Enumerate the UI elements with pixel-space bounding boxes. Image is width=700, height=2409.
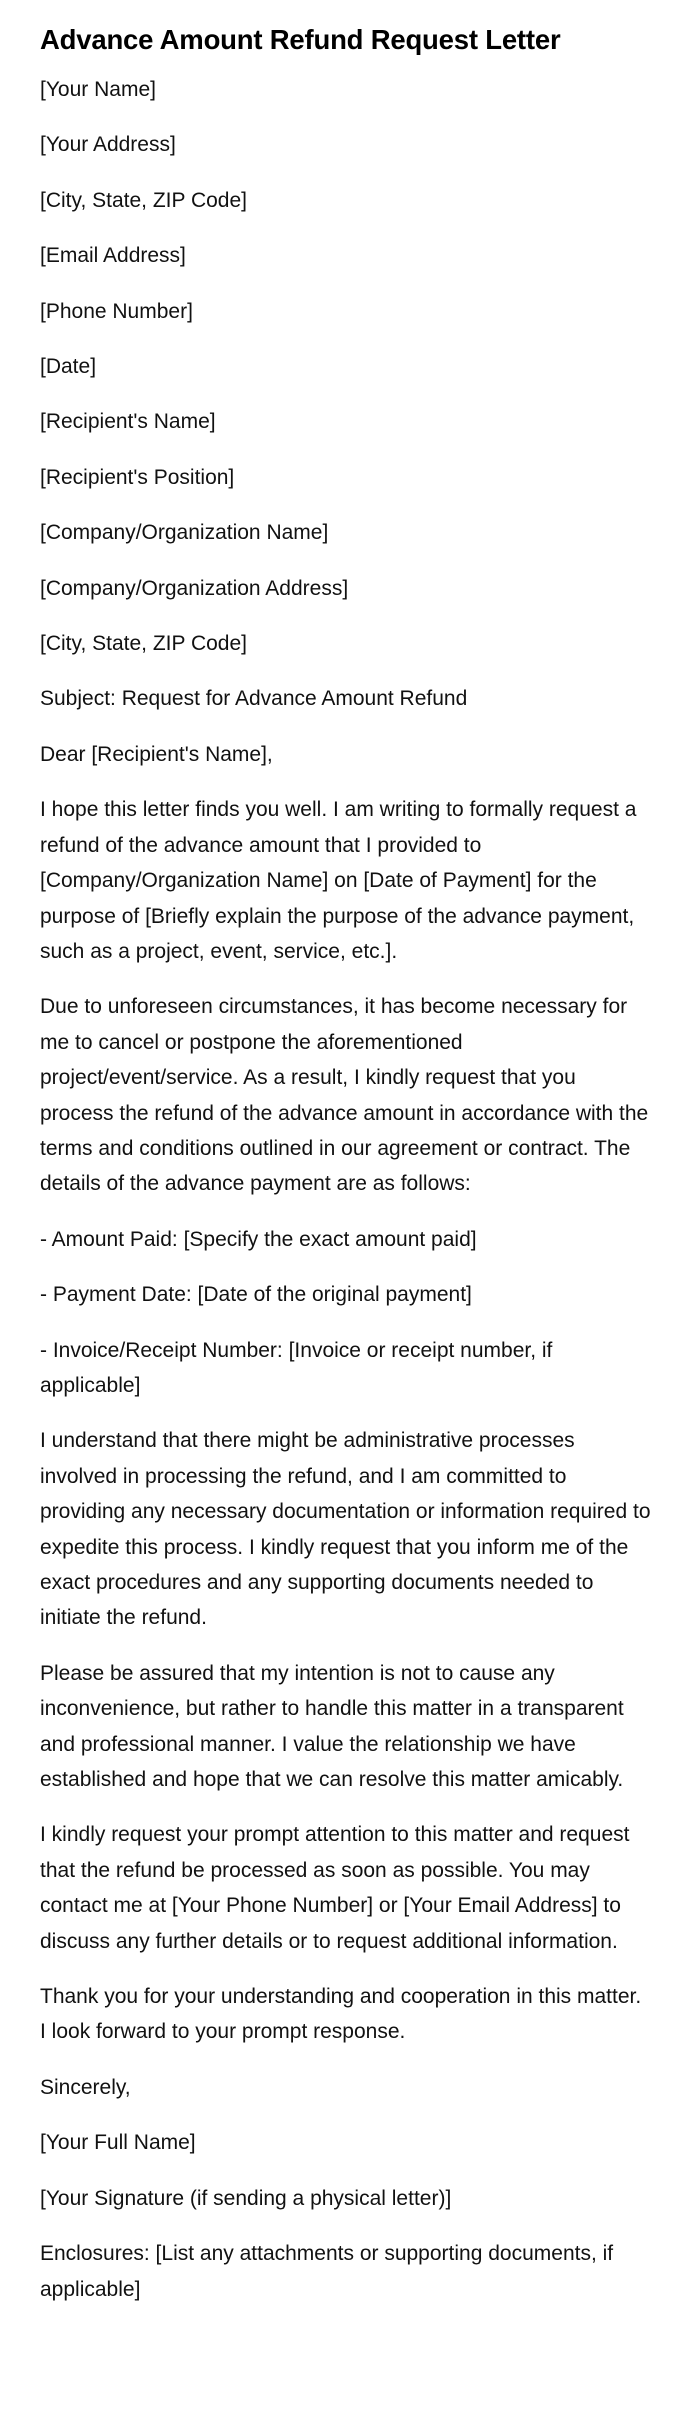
detail-invoice-number: - Invoice/Receipt Number: [Invoice or receipt number, if applicable] [40,1338,553,1397]
enclosures: Enclosures: [List any attachments or supporting documents, if applicable] [40,2242,614,2301]
sender-address: [Your Address] [40,133,176,157]
body-paragraph-thanks: Thank you for your understanding and cooperation in this matter. I look forward to your prompt response. [40,1985,642,2044]
closing: Sincerely, [40,2075,131,2099]
detail-amount-paid: - Amount Paid: [Specify the exact amount paid] [40,1227,477,1251]
letter-date: [Date] [40,355,97,379]
signer-full-name: [Your Full Name] [40,2131,196,2155]
sender-city-state-zip: [City, State, ZIP Code] [40,188,247,212]
recipient-city-state-zip: [City, State, ZIP Code] [40,632,247,656]
recipient-company: [Company/Organization Name] [40,521,329,545]
sender-email: [Email Address] [40,244,186,268]
sender-name: [Your Name] [40,78,156,101]
body-paragraph-assurance: Please be assured that my intention is not to cause any inconvenience, but rather to handle this matter in a transparent and professional manner. I value the relationship we have established and hope that we can resolve this matter amicably. [40,1661,624,1792]
body-paragraph-intro: I hope this letter finds you well. I am writing to formally request a refund of the advance amount that I provided to [Company/Organization Name] on [Date of Payment] for the purpose of [Briefly explain the purpose of the advance payment, such as a project, event, service, etc.]. [40,798,637,963]
salutation: Dear [Recipient's Name], [40,742,273,766]
body-paragraph-circumstances: Due to unforeseen circumstances, it has become necessary for me to cancel or postpone the aforementioned project/event/service. As a result, I kindly request that you process the refund of the advance amount in accordance with the terms and conditions outlined in our agreement or contract. The details of the advance payment are as follows: [40,995,649,1196]
sender-phone: [Phone Number] [40,299,193,323]
signature-placeholder: [Your Signature (if sending a physical letter)] [40,2186,452,2210]
recipient-position: [Recipient's Position] [40,465,235,489]
document-title: Advance Amount Refund Request Letter [40,24,561,55]
subject-line: Subject: Request for Advance Amount Refund [40,687,468,711]
recipient-company-address: [Company/Organization Address] [40,576,349,600]
recipient-name: [Recipient's Name] [40,410,216,434]
body-paragraph-processes: I understand that there might be administrative processes involved in processing the refund, and I am committed to providing any necessary documentation or information required to expedite this process. I kindly request that you inform me of the exact procedures and any supporting documents needed to initiate the refund. [40,1429,651,1630]
letter-body [40,22,652,2327]
body-paragraph-request: I kindly request your prompt attention to this matter and request that the refund be processed as soon as possible. You may contact me at [Your Phone Number] or [Your Email Address] to discuss any further details or to request additional information. [40,1823,630,1953]
detail-payment-date: - Payment Date: [Date of the original payment] [40,1283,472,1307]
